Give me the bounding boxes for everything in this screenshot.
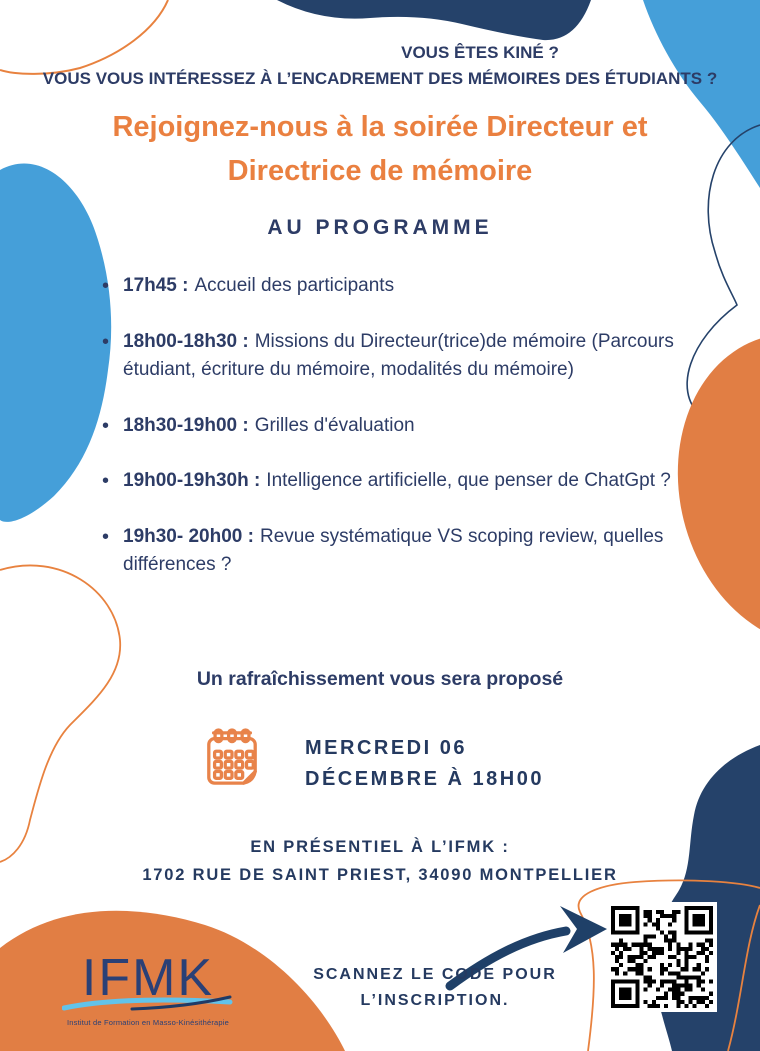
bullet-icon: • (102, 414, 110, 437)
intro-question-line1: VOUS ÊTES KINÉ ? (401, 43, 559, 62)
bullet-icon: • (102, 330, 110, 353)
intro-question (0, 40, 760, 91)
program-item (102, 467, 690, 496)
program-item-text: Missions du Directeur(trice)de mémoire (Parcours étudiant, écriture du mémoire, modalités du mémoire) (123, 330, 674, 380)
page-title-line1: Rejoignez-nous à la soirée Directeur et (112, 111, 648, 143)
scan-instruction-line1: SCANNEZ LE CODE POUR (313, 966, 557, 983)
event-location (0, 833, 760, 889)
program-item-text: Intelligence artificielle, que penser de ChatGpt ? (266, 470, 671, 491)
bullet-icon: • (102, 470, 110, 492)
refreshment-note: Un rafraîchissement vous sera proposé (196, 668, 564, 690)
program-item-text: Grilles d'évaluation (254, 414, 415, 436)
program-item-time: 18h00-18h30 : (123, 330, 249, 352)
page-title-line2: Directrice de mémoire (227, 154, 533, 187)
program-item-time: 19h00-19h30h : (123, 470, 261, 491)
qr-code (607, 902, 717, 1012)
ifmk-logo-subtitle: Institut de Formation en Masso-Kinésithérapie (67, 1018, 229, 1027)
program-item-text: Revue systématique VS scoping review, quelles différences ? (123, 525, 664, 575)
scan-instruction-line2: L’INSCRIPTION. (360, 992, 510, 1010)
page-title (0, 106, 760, 193)
program-item (102, 412, 690, 441)
intro-question-line2: VOUS VOUS INTÉRESSEZ À L’ENCADREMENT DES MÉMOIRES DES ÉTUDIANTS ? (42, 68, 718, 88)
program-item-time: 19h30- 20h00 : (123, 525, 254, 547)
program-item-time: 17h45 : (123, 275, 189, 296)
ifmk-logo-text: IFMK (81, 949, 215, 1007)
calendar-icon (203, 727, 261, 789)
bullet-icon: • (102, 275, 110, 297)
program-item (102, 272, 690, 301)
program-item-time: 18h30-19h00 : (123, 414, 249, 436)
scan-instruction (310, 962, 560, 1015)
event-date (305, 733, 544, 795)
ifmk-logo (58, 949, 238, 1027)
event-date-line1: MERCREDI 06 (305, 737, 467, 759)
bullet-icon: • (102, 525, 110, 548)
event-date-line2: DÉCEMBRE À 18H00 (305, 768, 544, 790)
event-location-line1: EN PRÉSENTIEL À L’IFMK : (250, 838, 510, 856)
program-item-text: Accueil des participants (194, 275, 395, 296)
program-item (102, 328, 690, 385)
program-item (102, 523, 690, 580)
qr-code-svg (611, 906, 713, 1008)
event-location-line2: 1702 RUE DE SAINT PRIEST, 34090 MONTPELLIER (142, 866, 618, 885)
program-heading: AU PROGRAMME (267, 216, 493, 239)
program-list (102, 272, 690, 607)
